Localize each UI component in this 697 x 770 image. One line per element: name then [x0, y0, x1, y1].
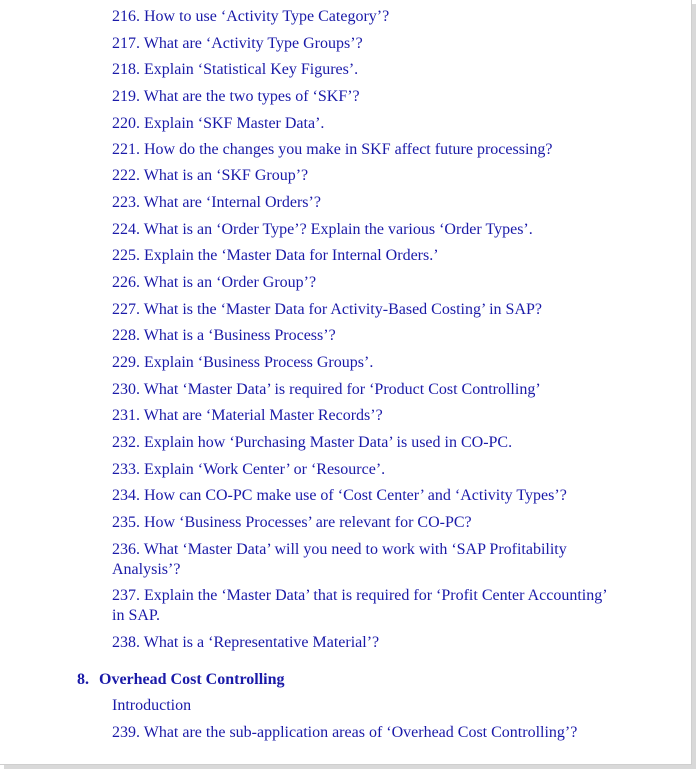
toc-entry-237[interactable]: 237. Explain the ‘Master Data’ that is required for ‘Profit Center Accounting’ in SAP. [112, 587, 607, 624]
toc-entry-224[interactable]: 224. What is an ‘Order Type’? Explain the various ‘Order Types’. [112, 221, 533, 238]
toc-entry-230[interactable]: 230. What ‘Master Data’ is required for ‘Product Cost Controlling’ [112, 381, 541, 398]
section-intro-link[interactable]: Introduction [112, 697, 192, 714]
toc-entry-222[interactable]: 222. What is an ‘SKF Group’? [112, 167, 309, 184]
section-number: 8. [77, 671, 89, 688]
toc-entry-220[interactable]: 220. Explain ‘SKF Master Data’. [112, 115, 325, 132]
section-title: Overhead Cost Controlling [99, 671, 285, 688]
section-heading[interactable] [77, 670, 284, 690]
toc-entry-228[interactable]: 228. What is a ‘Business Process’? [112, 327, 336, 344]
toc-entry-231[interactable]: 231. What are ‘Material Master Records’? [112, 407, 383, 424]
toc-entry-218[interactable]: 218. Explain ‘Statistical Key Figures’. [112, 61, 359, 78]
toc-entry-233[interactable]: 233. Explain ‘Work Center’ or ‘Resource’. [112, 461, 386, 478]
toc-entry-223[interactable]: 223. What are ‘Internal Orders’? [112, 194, 321, 211]
toc-entry-232[interactable]: 232. Explain how ‘Purchasing Master Data’ is used in CO-PC. [112, 434, 513, 451]
toc-entry-236[interactable]: 236. What ‘Master Data’ will you need to work with ‘SAP Profitability Analysis’? [112, 541, 567, 578]
toc-entry-225[interactable]: 225. Explain the ‘Master Data for Internal Orders.’ [112, 247, 439, 264]
toc-entry-227[interactable]: 227. What is the ‘Master Data for Activity-Based Costing’ in SAP? [112, 301, 543, 318]
toc-entry-219[interactable]: 219. What are the two types of ‘SKF’? [112, 88, 360, 105]
toc-entry-238[interactable]: 238. What is a ‘Representative Material’? [112, 634, 380, 651]
toc-entry-216[interactable]: 216. How to use ‘Activity Type Category’? [112, 8, 390, 25]
toc-entry-235[interactable]: 235. How ‘Business Processes’ are relevant for CO-PC? [112, 514, 472, 531]
toc-entry-221[interactable]: 221. How do the changes you make in SKF affect future processing? [112, 141, 553, 158]
page-shadow-right [692, 4, 696, 766]
page-shadow-bottom [4, 765, 696, 769]
toc-entry-226[interactable]: 226. What is an ‘Order Group’? [112, 274, 317, 291]
toc-entry-239[interactable]: 239. What are the sub-application areas of ‘Overhead Cost Controlling’? [112, 724, 578, 741]
toc-entry-234[interactable]: 234. How can CO-PC make use of ‘Cost Center’ and ‘Activity Types’? [112, 487, 567, 504]
toc-entry-229[interactable]: 229. Explain ‘Business Process Groups’. [112, 354, 374, 371]
toc-entry-217[interactable]: 217. What are ‘Activity Type Groups’? [112, 35, 363, 52]
